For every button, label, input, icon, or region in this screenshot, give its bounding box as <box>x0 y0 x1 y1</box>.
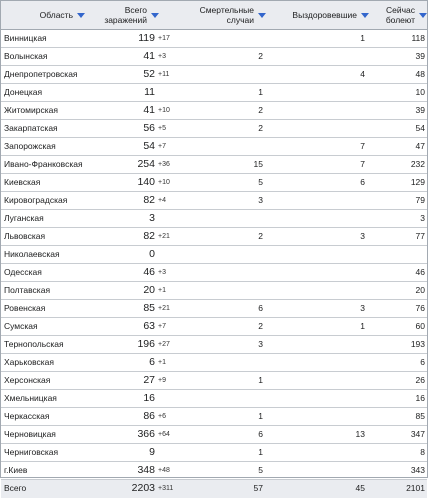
recovered-cell <box>301 102 365 119</box>
total-cell: 41 <box>143 50 155 62</box>
active-cell: 85 <box>415 411 425 421</box>
delta-cell: +7 <box>158 143 166 150</box>
sort-arrow-icon[interactable] <box>77 13 85 18</box>
deaths-cell: 2 <box>258 123 263 133</box>
total-cell: 196 <box>137 338 155 350</box>
region-cell: Тернопольская <box>4 339 64 349</box>
region-cell: Винницкая <box>4 33 47 43</box>
active-cell: 48 <box>415 69 425 79</box>
total-cell: 85 <box>143 302 155 314</box>
active-cell: 76 <box>415 303 425 313</box>
total-cell: 82 <box>143 230 155 242</box>
table-row <box>1 102 427 120</box>
total-cell: 20 <box>143 284 155 296</box>
sort-arrow-icon[interactable] <box>419 13 427 18</box>
recovered-cell <box>301 462 365 479</box>
active-cell: 39 <box>415 105 425 115</box>
active-cell: 46 <box>415 267 425 277</box>
delta-cell: +10 <box>158 179 170 186</box>
delta-cell: +6 <box>158 413 166 420</box>
region-cell: Кировоградская <box>4 195 68 205</box>
delta-cell: +1 <box>158 287 166 294</box>
region-cell: Ивано-Франковская <box>4 159 83 169</box>
deaths-cell: 6 <box>258 429 263 439</box>
total-cell: 11 <box>144 86 155 98</box>
table-row <box>1 84 427 102</box>
column-header-recovered[interactable] <box>266 1 369 29</box>
table-row <box>1 120 427 138</box>
recovered-cell: 13 <box>355 429 365 439</box>
table-row <box>1 426 427 444</box>
table-row <box>1 174 427 192</box>
table-row <box>1 390 427 408</box>
column-header-recovered-label: Выздоровевшие <box>292 10 357 20</box>
total-cell: 82 <box>143 194 155 206</box>
active-cell: 16 <box>415 393 425 403</box>
region-cell: Харьковская <box>4 357 54 367</box>
recovered-cell <box>301 408 365 425</box>
table-row <box>1 264 427 282</box>
total-cell: 3 <box>149 212 155 224</box>
table-row <box>1 30 427 48</box>
table-row <box>1 210 427 228</box>
total-cell: 9 <box>149 446 155 458</box>
column-header-deaths[interactable] <box>161 1 266 29</box>
table-row <box>1 66 427 84</box>
delta-cell: +27 <box>158 341 170 348</box>
table-row <box>1 246 427 264</box>
deaths-cell: 2 <box>258 321 263 331</box>
region-cell: Донецкая <box>4 87 43 97</box>
region-cell: Николаевская <box>4 249 60 259</box>
active-cell: 20 <box>415 285 425 295</box>
active-cell: 39 <box>415 51 425 61</box>
active-cell: 54 <box>415 123 425 133</box>
recovered-cell <box>301 354 365 371</box>
table-row <box>1 48 427 66</box>
region-cell: Черновицкая <box>4 429 56 439</box>
recovered-cell <box>301 444 365 461</box>
delta-cell: +3 <box>158 269 166 276</box>
delta-cell: +9 <box>158 377 166 384</box>
total-cell: 254 <box>137 158 155 170</box>
deaths-cell: 15 <box>253 159 263 169</box>
recovered-cell: 1 <box>360 321 365 331</box>
delta-cell: +17 <box>158 35 170 42</box>
active-cell: 2101 <box>406 483 425 493</box>
total-cell: 16 <box>143 392 155 404</box>
region-cell: Луганская <box>4 213 44 223</box>
region-cell: Одесская <box>4 267 42 277</box>
recovered-cell <box>301 372 365 389</box>
deaths-cell: 2 <box>258 51 263 61</box>
active-cell: 8 <box>420 447 425 457</box>
region-cell: Черкасская <box>4 411 50 421</box>
deaths-cell <box>201 282 263 299</box>
region-cell: Закарпатская <box>4 123 58 133</box>
sort-arrow-icon[interactable] <box>258 13 266 18</box>
table-row <box>1 408 427 426</box>
delta-cell: +1 <box>158 359 166 366</box>
active-cell: 129 <box>410 177 425 187</box>
delta-cell: +21 <box>158 305 170 312</box>
column-header-active[interactable] <box>369 1 427 29</box>
region-cell: Днепропетровская <box>4 69 78 79</box>
deaths-cell: 5 <box>258 465 263 475</box>
total-cell: 366 <box>137 428 155 440</box>
deaths-cell: 2 <box>258 231 263 241</box>
active-cell: 26 <box>415 375 425 385</box>
total-cell: 56 <box>143 122 155 134</box>
recovered-cell <box>301 210 365 227</box>
region-cell: Киевская <box>4 177 41 187</box>
active-cell: 79 <box>415 195 425 205</box>
delta-cell: +10 <box>158 107 170 114</box>
active-cell: 118 <box>411 33 425 43</box>
total-cell: 86 <box>143 410 155 422</box>
deaths-cell: 1 <box>258 87 263 97</box>
delta-cell: +21 <box>158 233 170 240</box>
total-cell: 46 <box>143 266 155 278</box>
sort-arrow-icon[interactable] <box>151 13 159 18</box>
total-cell: 6 <box>149 356 155 368</box>
total-cell: 140 <box>137 176 155 188</box>
table-row <box>1 156 427 174</box>
recovered-cell <box>301 264 365 281</box>
recovered-cell <box>301 390 365 407</box>
active-cell: 343 <box>410 465 425 475</box>
recovered-cell <box>301 48 365 65</box>
recovered-cell <box>301 282 365 299</box>
column-header-total-label: Всего заражений <box>104 5 147 25</box>
delta-cell: +5 <box>158 125 166 132</box>
column-header-region[interactable] <box>5 1 85 29</box>
region-cell: Запорожская <box>4 141 56 151</box>
active-cell: 60 <box>415 321 425 331</box>
recovered-cell <box>301 246 365 263</box>
delta-cell: +4 <box>158 197 166 204</box>
active-cell: 6 <box>420 357 425 367</box>
deaths-cell <box>201 138 263 155</box>
deaths-cell: 3 <box>258 195 263 205</box>
column-header-deaths-label: Смертельные случаи <box>199 5 254 25</box>
table-row <box>1 444 427 462</box>
total-cell: 27 <box>143 374 155 386</box>
deaths-cell: 1 <box>258 447 263 457</box>
deaths-cell: 3 <box>258 339 263 349</box>
deaths-cell: 57 <box>253 483 263 493</box>
total-cell: 119 <box>138 32 155 44</box>
total-cell: 348 <box>137 464 155 476</box>
region-cell: Херсонская <box>4 375 51 385</box>
recovered-cell: 1 <box>360 33 365 43</box>
active-cell: 10 <box>415 87 425 97</box>
recovered-cell: 4 <box>360 69 365 79</box>
deaths-cell <box>201 264 263 281</box>
table-row <box>1 300 427 318</box>
active-cell: 77 <box>415 231 425 241</box>
total-cell: 52 <box>143 68 155 80</box>
delta-cell: +311 <box>158 485 174 492</box>
deaths-cell: 6 <box>258 303 263 313</box>
table-row <box>1 228 427 246</box>
table-header <box>1 1 427 30</box>
delta-cell: +36 <box>158 161 170 168</box>
region-cell: Всего <box>4 483 27 493</box>
total-cell: 41 <box>143 104 155 116</box>
table-row <box>1 372 427 390</box>
region-cell: Черниговская <box>4 447 59 457</box>
table-row <box>1 462 427 480</box>
deaths-cell <box>201 354 263 371</box>
delta-cell: +3 <box>158 53 166 60</box>
deaths-cell: 1 <box>258 375 263 385</box>
region-cell: Ровенская <box>4 303 46 313</box>
recovered-cell <box>301 120 365 137</box>
total-cell: 63 <box>143 320 155 332</box>
sort-arrow-icon[interactable] <box>361 13 369 18</box>
delta-cell: +64 <box>158 431 170 438</box>
delta-cell: +7 <box>158 323 166 330</box>
active-cell <box>369 246 425 263</box>
region-cell: г.Киев <box>4 465 28 475</box>
total-cell: 2203 <box>131 482 155 494</box>
table-row <box>1 336 427 354</box>
deaths-cell: 1 <box>258 411 263 421</box>
deaths-cell: 5 <box>258 177 263 187</box>
column-header-region-label: Область <box>39 10 73 20</box>
active-cell: 232 <box>410 159 425 169</box>
active-cell: 3 <box>420 213 425 223</box>
recovered-cell <box>301 84 365 101</box>
region-cell: Житомирская <box>4 105 58 115</box>
recovered-cell: 7 <box>360 159 365 169</box>
table-row <box>1 138 427 156</box>
table-row <box>1 282 427 300</box>
delta-cell: +11 <box>158 71 170 78</box>
column-header-active-label: Сейчас болеют <box>385 5 415 25</box>
recovered-cell <box>301 336 365 353</box>
column-header-total[interactable] <box>85 1 159 29</box>
recovered-cell: 7 <box>360 141 365 151</box>
recovered-cell: 6 <box>360 177 365 187</box>
deaths-cell: 2 <box>258 105 263 115</box>
recovered-cell: 3 <box>360 303 365 313</box>
active-cell: 193 <box>410 339 425 349</box>
table-row <box>1 318 427 336</box>
region-cell: Полтавская <box>4 285 51 295</box>
active-cell: 347 <box>410 429 425 439</box>
region-cell: Сумская <box>4 321 38 331</box>
table-row <box>1 192 427 210</box>
totals-row <box>1 480 427 498</box>
region-cell: Хмельницкая <box>4 393 57 403</box>
deaths-cell <box>201 30 263 47</box>
deaths-cell <box>201 66 263 83</box>
recovered-cell <box>301 192 365 209</box>
table-row <box>1 354 427 372</box>
delta-cell: +48 <box>158 467 170 474</box>
active-cell: 47 <box>415 141 425 151</box>
region-cell: Львовская <box>4 231 46 241</box>
total-cell: 0 <box>149 248 155 260</box>
recovered-cell: 45 <box>355 483 365 493</box>
deaths-cell <box>201 210 263 227</box>
total-cell: 54 <box>143 140 155 152</box>
recovered-cell: 3 <box>360 231 365 241</box>
deaths-cell <box>201 390 263 407</box>
region-cell: Волынская <box>4 51 48 61</box>
deaths-cell <box>201 246 263 263</box>
